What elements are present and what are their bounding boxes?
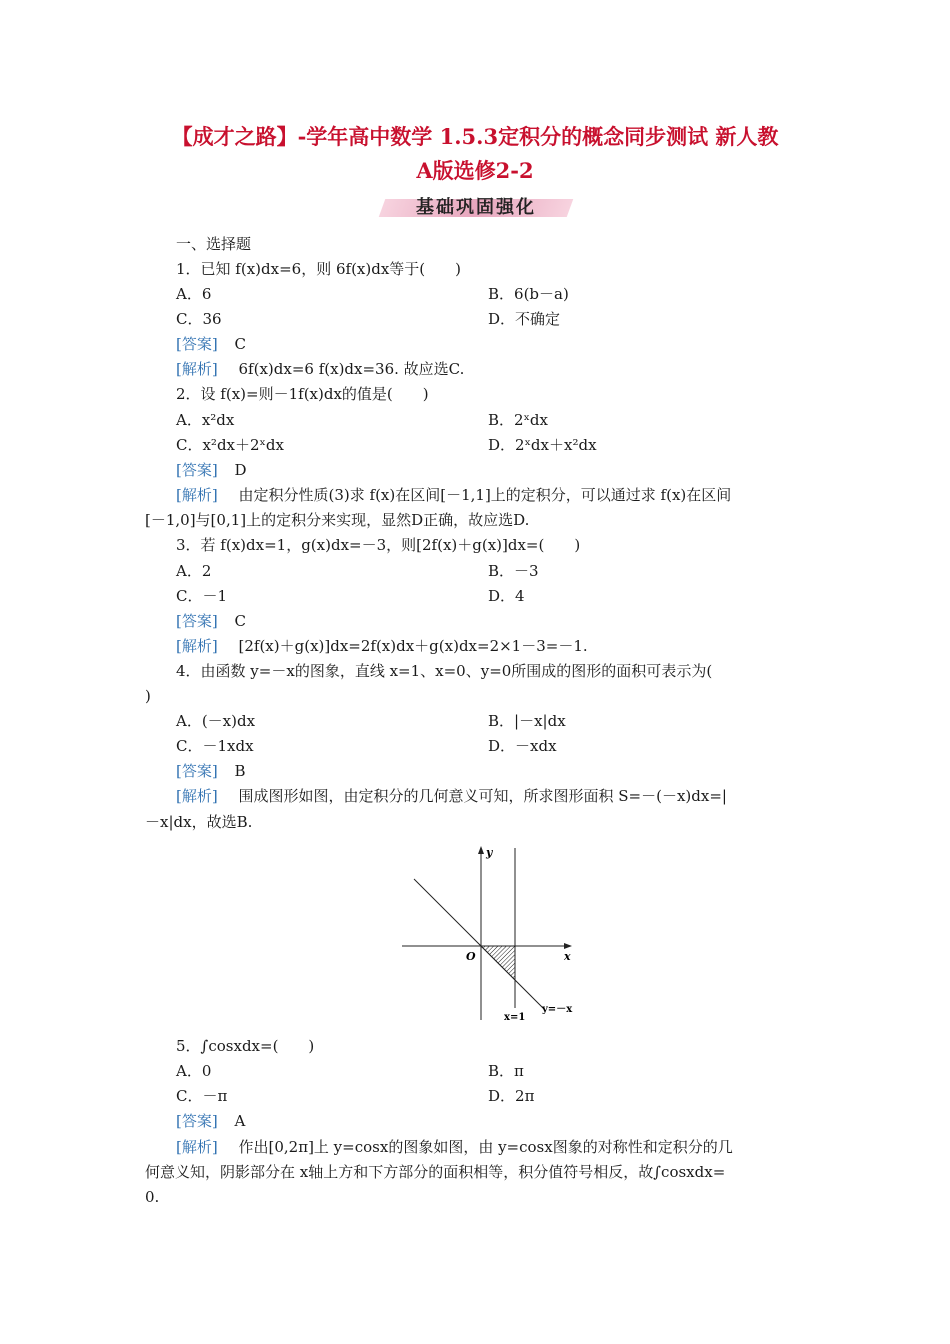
q1-option-b: B．6(b－a)	[488, 285, 569, 303]
banner-text: 基础巩固强化	[416, 197, 536, 218]
line-y-neg-x	[414, 879, 544, 1009]
q5-answer	[176, 1111, 245, 1131]
origin-label: O	[466, 950, 476, 963]
q3-analysis	[176, 636, 588, 656]
q4-option-d: D．－xdx	[488, 737, 557, 755]
answer-label: [答案]	[176, 461, 218, 479]
q4-stem-line-2: )	[145, 687, 151, 705]
q4-option-a: A．(－x)dx	[176, 712, 256, 730]
vline-label: x=1	[504, 1012, 526, 1023]
q5-analysis-line-1	[176, 1137, 733, 1157]
section-heading: 一、选择题	[176, 235, 252, 253]
q1-option-c: C．36	[176, 310, 222, 328]
q1-stem: 1．已知 f(x)dx=6，则 6f(x)dx等于( )	[176, 260, 461, 278]
answer-label: [答案]	[176, 1112, 218, 1130]
q3-option-c: C．－1	[176, 587, 228, 605]
q4-answer	[176, 761, 246, 781]
q3-option-b: B．－3	[488, 562, 539, 580]
document-title-line-2: A版选修2-2	[416, 158, 534, 183]
q5-stem: 5．∫cosxdx=( )	[176, 1037, 315, 1055]
q4-option-c: C．－1xdx	[176, 737, 254, 755]
analysis-label: [解析]	[176, 486, 218, 504]
q5-option-a: A．0	[176, 1062, 212, 1080]
q1-answer	[176, 334, 246, 354]
document-title-line-1: 【成才之路】-学年高中数学 1.5.3定积分的概念同步测试 新人教	[171, 124, 779, 149]
q2-option-a: A．x²dx	[176, 411, 235, 429]
q4-answer-value: B	[234, 762, 246, 780]
section-banner	[382, 194, 570, 222]
q4-stem-line-1: 4．由函数 y=－x的图象，直线 x=1、x=0、y=0所围成的图形的面积可表示为(	[176, 662, 713, 680]
q3-answer-value: C	[234, 612, 246, 630]
answer-label: [答案]	[176, 612, 218, 630]
q1-analysis-text: 6f(x)dx=6 f(x)dx=36. 故应选C.	[238, 360, 465, 378]
q4-figure	[398, 842, 578, 1024]
q3-option-d: D．4	[488, 587, 525, 605]
q2-option-d: D．2ˣdx＋x²dx	[488, 436, 597, 454]
q5-option-d: D．2π	[488, 1087, 535, 1105]
analysis-label: [解析]	[176, 360, 218, 378]
q5-option-c: C．－π	[176, 1087, 228, 1105]
q2-analysis-line-1	[176, 485, 731, 505]
analysis-label: [解析]	[176, 787, 218, 805]
q2-option-c: C．x²dx＋2ˣdx	[176, 436, 284, 454]
q4-analysis-text: 围成图形如图，由定积分的几何意义可知，所求图形面积 S=－(－x)dx=|	[238, 787, 727, 805]
q2-analysis-line-2: [－1,0]与[0,1]上的定积分来实现，显然D正确，故应选D.	[145, 511, 530, 529]
q5-analysis-text: 作出[0,2π]上 y=cosx的图象如图，由 y=cosx图象的对称性和定积分的几	[238, 1138, 733, 1156]
q5-option-b: B．π	[488, 1062, 524, 1080]
line-label: y=－x	[542, 1004, 573, 1015]
q1-analysis	[176, 359, 464, 379]
q4-option-b: B．|－x|dx	[488, 712, 566, 730]
q2-stem: 2．设 f(x)=则－1f(x)dx的值是( )	[176, 385, 429, 403]
q3-answer	[176, 611, 246, 631]
q4-analysis-line-1	[176, 786, 727, 806]
q3-analysis-text: [2f(x)＋g(x)]dx=2f(x)dx＋g(x)dx=2×1－3=－1.	[238, 637, 588, 655]
q1-answer-value: C	[234, 335, 246, 353]
q2-answer	[176, 460, 247, 480]
q5-analysis-line-2: 何意义知，阴影部分在 x轴上方和下方部分的面积相等，积分值符号相反，故∫cosxdx=	[145, 1163, 726, 1181]
x-axis-arrow	[564, 943, 572, 949]
q4-analysis-line-2: －x|dx，故选B.	[145, 813, 253, 831]
answer-label: [答案]	[176, 762, 218, 780]
q3-stem: 3．若 f(x)dx=1，g(x)dx=－3，则[2f(x)＋g(x)]dx=( )	[176, 536, 581, 554]
q3-option-a: A．2	[176, 562, 212, 580]
analysis-label: [解析]	[176, 1138, 218, 1156]
y-axis-arrow	[478, 846, 484, 854]
q2-answer-value: D	[234, 461, 247, 479]
answer-label: [答案]	[176, 335, 218, 353]
analysis-label: [解析]	[176, 637, 218, 655]
q1-option-a: A．6	[176, 285, 212, 303]
q1-option-d: D．不确定	[488, 310, 561, 328]
q2-analysis-text: 由定积分性质(3)求 f(x)在区间[－1,1]上的定积分，可以通过求 f(x)在区间	[238, 486, 732, 504]
x-axis-label: x	[564, 950, 571, 963]
q2-option-b: B．2ˣdx	[488, 411, 548, 429]
q5-answer-value: A	[234, 1112, 246, 1130]
y-axis-label: y	[486, 846, 493, 859]
q5-analysis-line-3: 0.	[145, 1188, 160, 1206]
